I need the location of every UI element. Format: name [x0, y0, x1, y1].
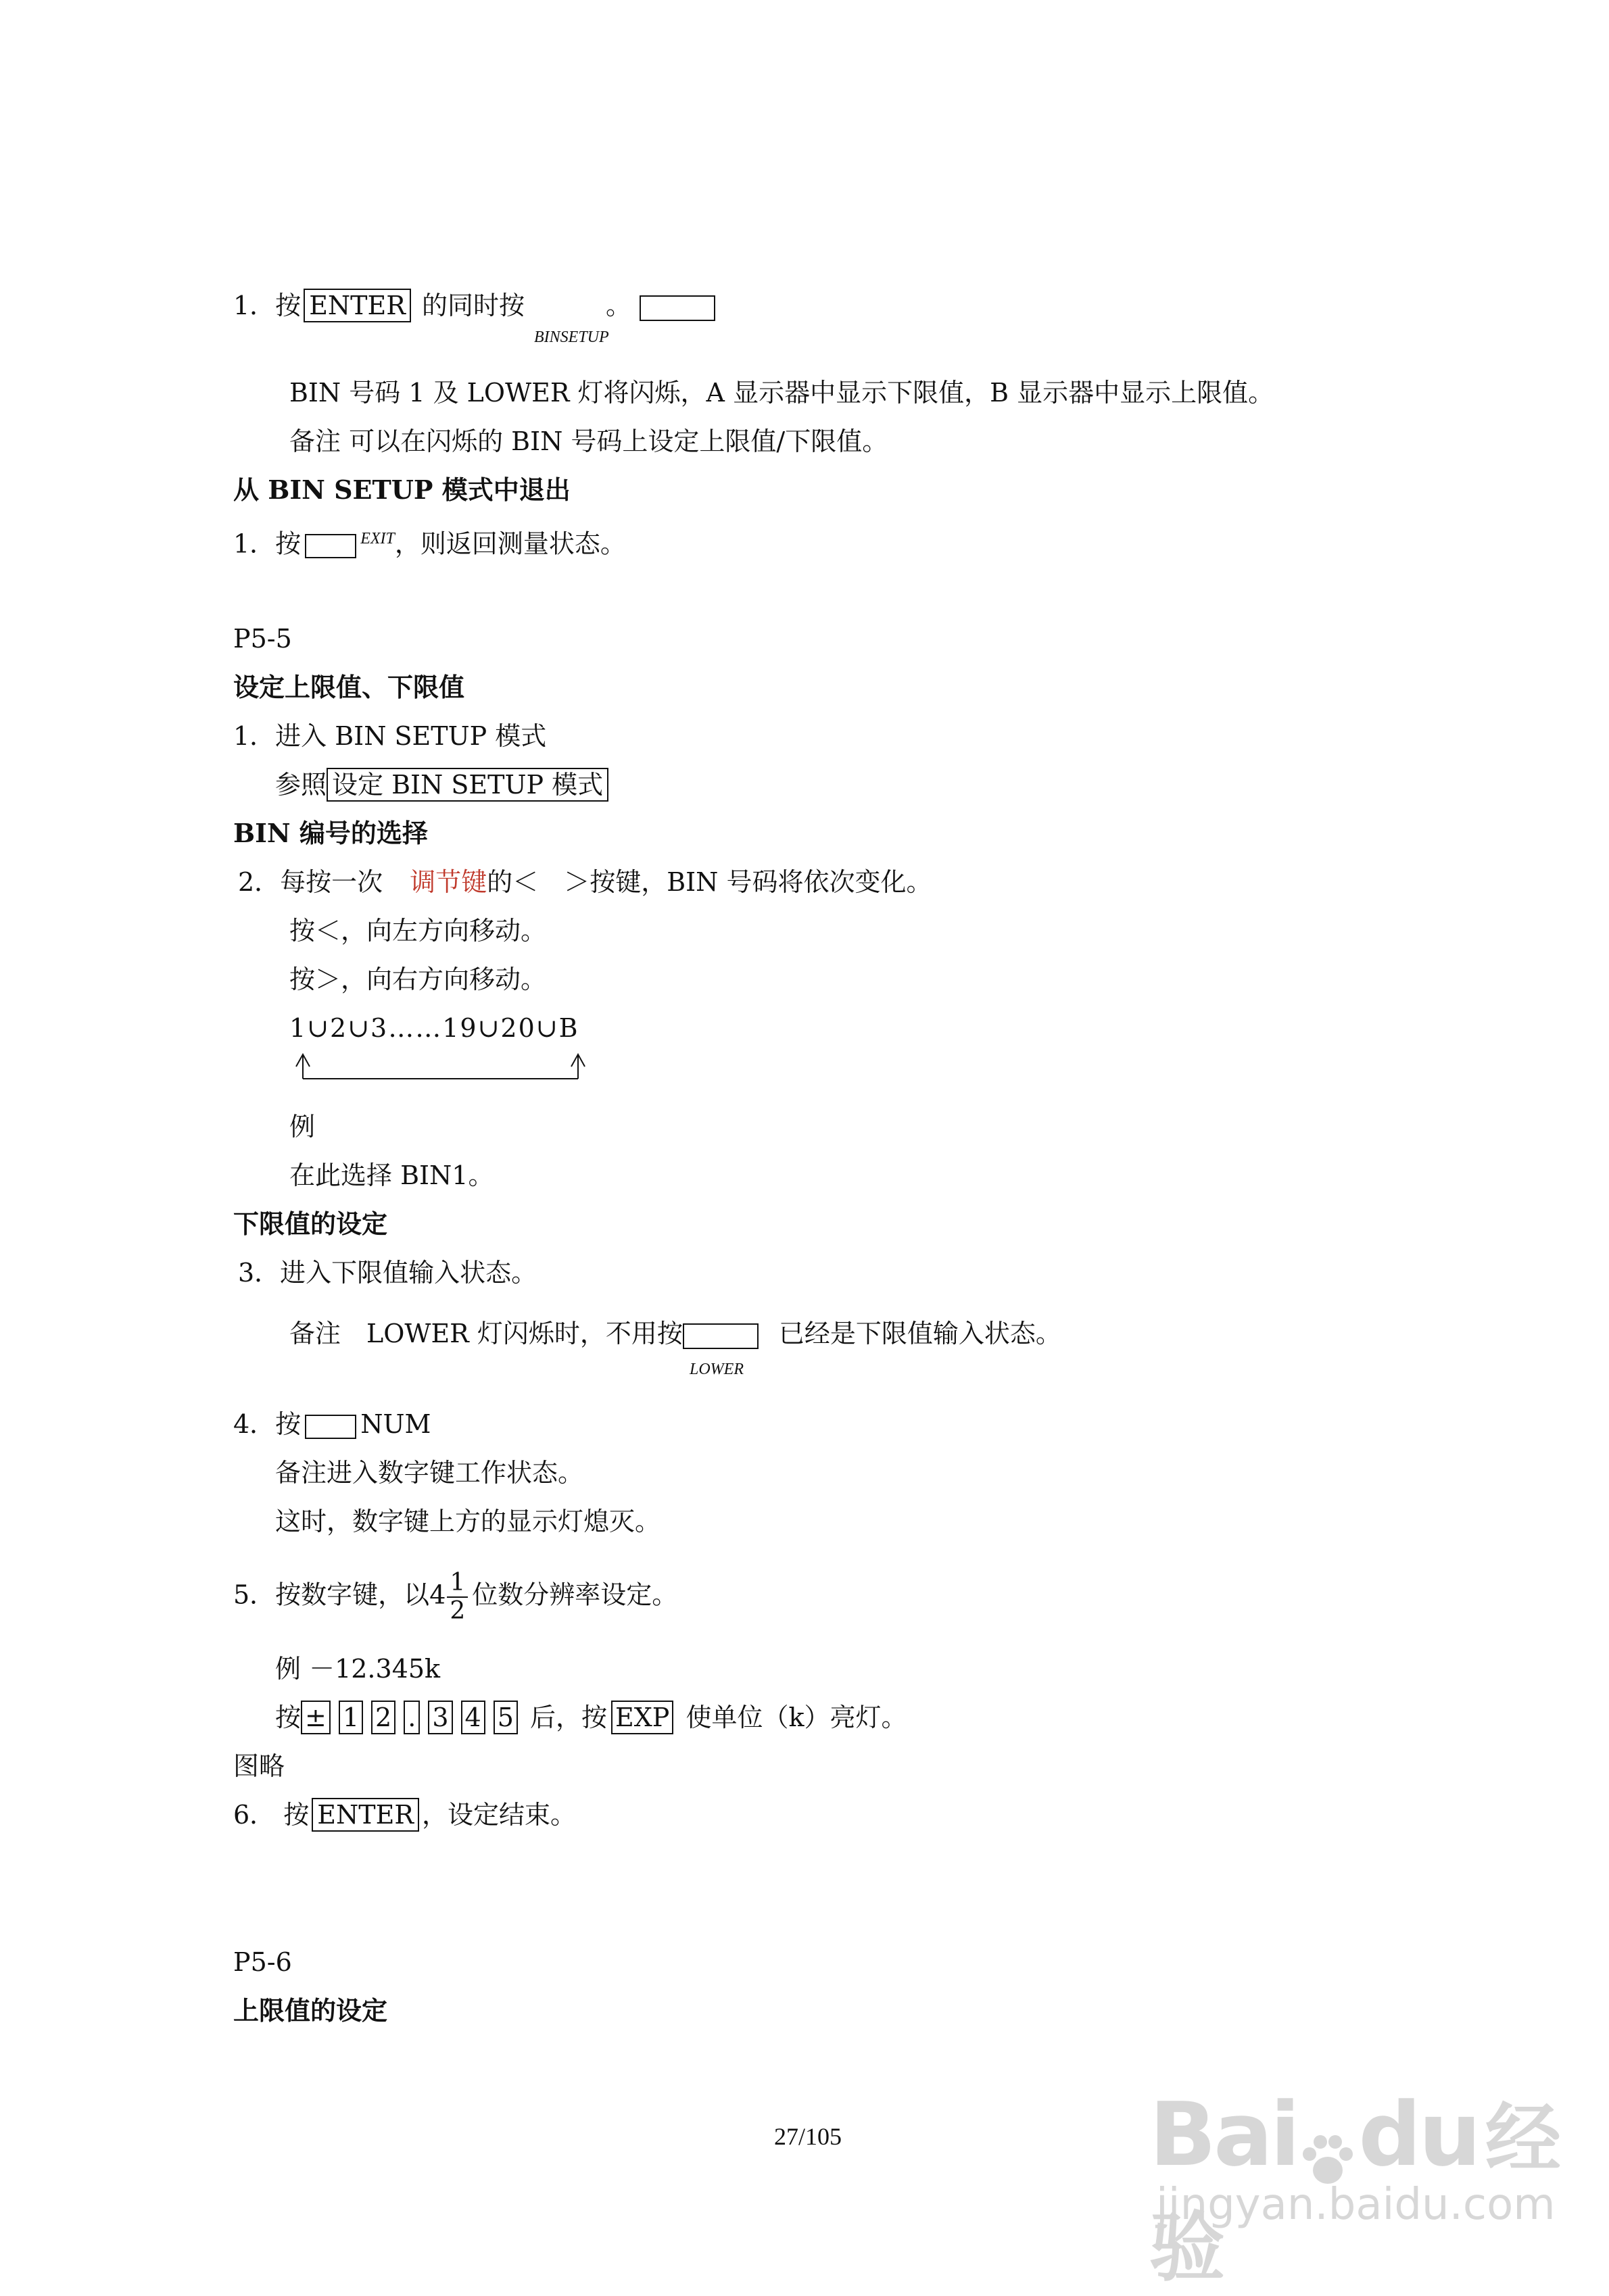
step2-suffix: 的＜ ＞按键，BIN 号码将依次变化。 [487, 867, 932, 897]
note1: 备注 可以在闪烁的 BIN 号码上设定上限值/下限值。 [289, 426, 888, 456]
step4-line [233, 1407, 431, 1441]
sequence-loop-arrow [291, 1052, 595, 1085]
note4: 备注进入数字键工作状态。 [275, 1458, 584, 1488]
right-move-text: 按＞，向右方向移动。 [289, 964, 547, 994]
example-label: 例 [289, 1112, 316, 1142]
keys-prefix: 按 [275, 1703, 302, 1732]
binsetup-key-box [640, 295, 715, 321]
key-4: 4 [461, 1701, 485, 1734]
exit-step-number: 1．按 [233, 529, 302, 559]
bin-select-heading: BIN 编号的选择 [233, 818, 428, 848]
binsetup-key-label: BINSETUP [534, 328, 609, 346]
keys-line [275, 1701, 907, 1734]
exit-step-line [233, 522, 626, 561]
fraction-denominator: 2 [450, 1597, 466, 1625]
num-key-box [305, 1415, 356, 1439]
exit-key-box [305, 534, 356, 558]
step1-line [233, 289, 715, 322]
refer-link-box: 设定 BIN SETUP 模式 [327, 768, 608, 802]
step5-suffix: 位数分辨率设定。 [472, 1580, 678, 1610]
note3-line [289, 1317, 1061, 1350]
exit-key-label: EXIT [360, 530, 395, 547]
key-1: 1 [339, 1701, 363, 1734]
note4b: 这时，数字键上方的显示灯熄灭。 [275, 1507, 661, 1536]
note3-prefix: 备注 LOWER 灯闪烁时，不用按 [289, 1319, 683, 1348]
resolution-whole: 4 [429, 1580, 446, 1610]
step5-line [233, 1569, 677, 1625]
figure-omitted: 图略 [233, 1751, 285, 1781]
lower-key-box [683, 1323, 759, 1349]
step3-text: 3．进入下限值输入状态。 [238, 1258, 537, 1288]
step4-text: NUM [360, 1409, 431, 1439]
step1-tail: 。 [605, 291, 631, 320]
refer-prefix: 参照 [275, 770, 327, 800]
keys-mid: 后，按 [529, 1703, 607, 1732]
upper-heading: 上限值的设定 [233, 1995, 388, 2026]
key-5: 5 [494, 1701, 518, 1734]
step6-line [233, 1798, 576, 1832]
example-text: 在此选择 BIN1。 [289, 1161, 494, 1190]
exp-key: EXP [611, 1701, 673, 1734]
paw-icon [1297, 2110, 1358, 2171]
watermark-brand: Bai [1149, 2083, 1298, 2186]
step2-line [238, 865, 932, 899]
resolution-fraction [447, 1569, 468, 1625]
key-3: 3 [428, 1701, 452, 1734]
section-p5-5: P5-5 [233, 624, 292, 654]
step1-number: 1．按 [233, 291, 302, 320]
step1-text: 的同时按 [421, 291, 525, 320]
key-plusminus: ± [301, 1701, 331, 1734]
lower-key-label: LOWER [690, 1361, 744, 1378]
enter-key-final: ENTER [312, 1798, 419, 1832]
watermark-product: 经验 [1149, 2095, 1558, 2292]
set-limits-heading: 设定上限值、下限值 [233, 672, 465, 702]
exit-heading: 从 BIN SETUP 模式中退出 [233, 474, 571, 505]
step4-number: 4．按 [233, 1409, 302, 1439]
step6-number: 6． 按 [233, 1800, 310, 1830]
page-number: 27/105 [774, 2123, 842, 2150]
example5: 例 －12.345k [275, 1654, 441, 1684]
bin-sequence: 1∪2∪3……19∪20∪B [289, 1013, 579, 1043]
enter-key: ENTER [304, 289, 411, 322]
step2-prefix: 2．每按一次 [238, 867, 383, 897]
adjust-key-text: 调节键 [410, 867, 487, 897]
enter-mode-step: 1．进入 BIN SETUP 模式 [233, 721, 547, 751]
left-move-text: 按＜，向左方向移动。 [289, 916, 547, 946]
lower-heading: 下限值的设定 [233, 1208, 388, 1239]
refer-line [275, 768, 608, 802]
fraction-numerator: 1 [447, 1569, 468, 1598]
note3-suffix: 已经是下限值输入状态。 [778, 1319, 1061, 1348]
watermark-url: jingyan.baidu.com [1156, 2180, 1556, 2230]
step6-text: ，设定结束。 [421, 1800, 576, 1830]
exit-step-text: ，则返回测量状态。 [394, 529, 626, 559]
section-p5-6: P5-6 [233, 1947, 292, 1977]
watermark-brand2: du [1358, 2083, 1479, 2186]
key-dot: . [404, 1701, 420, 1734]
step5-prefix: 5．按数字键，以 [233, 1580, 430, 1610]
key-2: 2 [371, 1701, 395, 1734]
bin-flash-text: BIN 号码 1 及 LOWER 灯将闪烁，A 显示器中显示下限值，B 显示器中显示上限值。 [289, 378, 1274, 408]
keys-suffix: 使单位（k）亮灯。 [686, 1703, 907, 1732]
